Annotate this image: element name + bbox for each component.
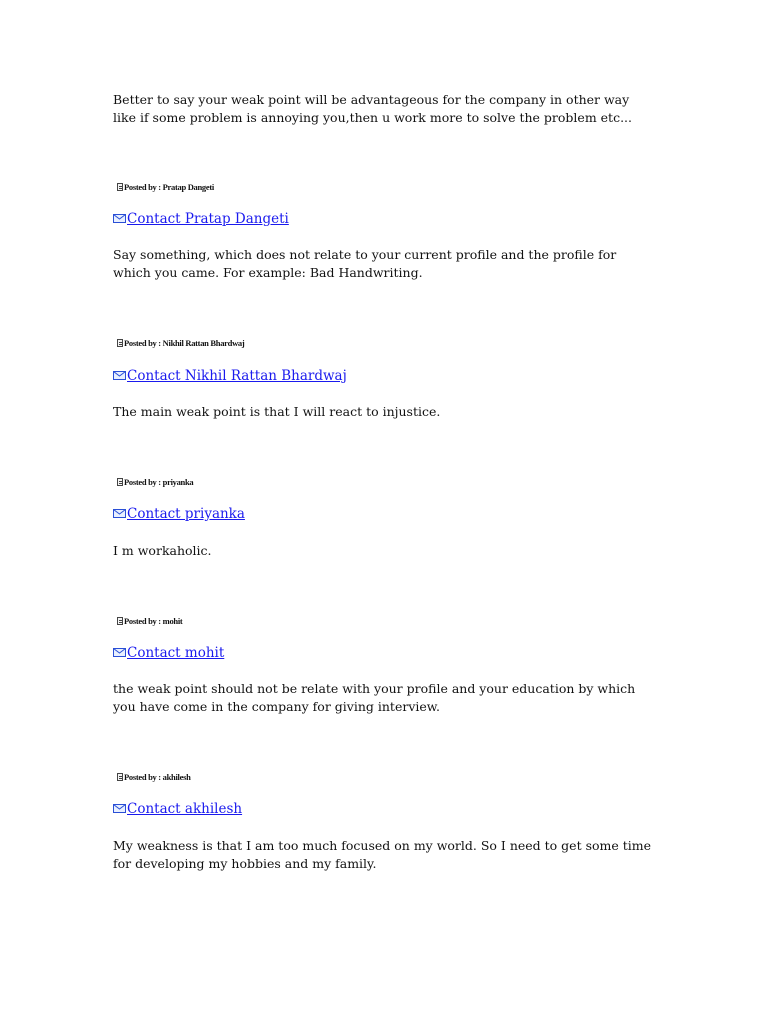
- contact-link-row: [113, 367, 347, 385]
- contact-link-row: [113, 800, 242, 818]
- answer-line: I m workaholic.: [113, 543, 212, 558]
- contact-link-row: [113, 644, 224, 662]
- document-icon: [117, 183, 123, 191]
- posted-by-label: Posted by : priyanka: [124, 477, 194, 487]
- answer-line: like if some problem is annoying you,then u work more to solve the problem etc...: [113, 110, 632, 125]
- answer-line: the weak point should not be relate with your profile and your education by which: [113, 681, 636, 696]
- answer-line: My weakness is that I am too much focused on my world. So I need to get some time: [113, 838, 652, 853]
- contact-link[interactable]: Contact priyanka: [127, 506, 245, 522]
- document-icon: [117, 478, 123, 486]
- mail-icon: [113, 371, 126, 380]
- document-icon: [117, 773, 123, 781]
- answer-text: [113, 837, 673, 873]
- answer-text: [113, 246, 673, 282]
- contact-link-row: [113, 505, 245, 523]
- posted-by-label: Posted by : mohit: [124, 616, 183, 626]
- contact-link[interactable]: Contact Nikhil Rattan Bhardwaj: [127, 368, 347, 384]
- answer-line: you have come in the company for giving interview.: [113, 699, 440, 714]
- posted-by: [117, 338, 244, 348]
- contact-link[interactable]: Contact akhilesh: [127, 801, 243, 817]
- mail-icon: [113, 648, 126, 657]
- mail-icon: [113, 804, 126, 813]
- document-icon: [117, 339, 123, 347]
- answer-line: The main weak point is that I will react to injustice.: [113, 404, 441, 419]
- document-icon: [117, 617, 123, 625]
- posted-by-label: Posted by : Nikhil Rattan Bhardwaj: [124, 338, 245, 348]
- posted-by-label: Posted by : Pratap Dangeti: [124, 182, 214, 192]
- answer-line: for developing my hobbies and my family.: [113, 856, 377, 871]
- mail-icon: [113, 214, 126, 223]
- contact-link[interactable]: Contact mohit: [127, 645, 225, 661]
- posted-by: [117, 772, 191, 782]
- answer-text: [113, 542, 673, 560]
- contact-link-row: [113, 210, 289, 228]
- contact-link[interactable]: Contact Pratap Dangeti: [127, 211, 289, 227]
- posted-by: [117, 182, 214, 192]
- posted-by: [117, 616, 182, 626]
- mail-icon: [113, 509, 126, 518]
- answer-line: Better to say your weak point will be advantageous for the company in other way: [113, 92, 630, 107]
- answer-line: which you came. For example: Bad Handwriting.: [113, 265, 423, 280]
- answer-text: [113, 91, 673, 127]
- posted-by: [117, 477, 193, 487]
- answer-text: [113, 680, 673, 716]
- posted-by-label: Posted by : akhilesh: [124, 772, 191, 782]
- answer-text: [113, 403, 673, 421]
- answer-line: Say something, which does not relate to your current profile and the profile for: [113, 247, 617, 262]
